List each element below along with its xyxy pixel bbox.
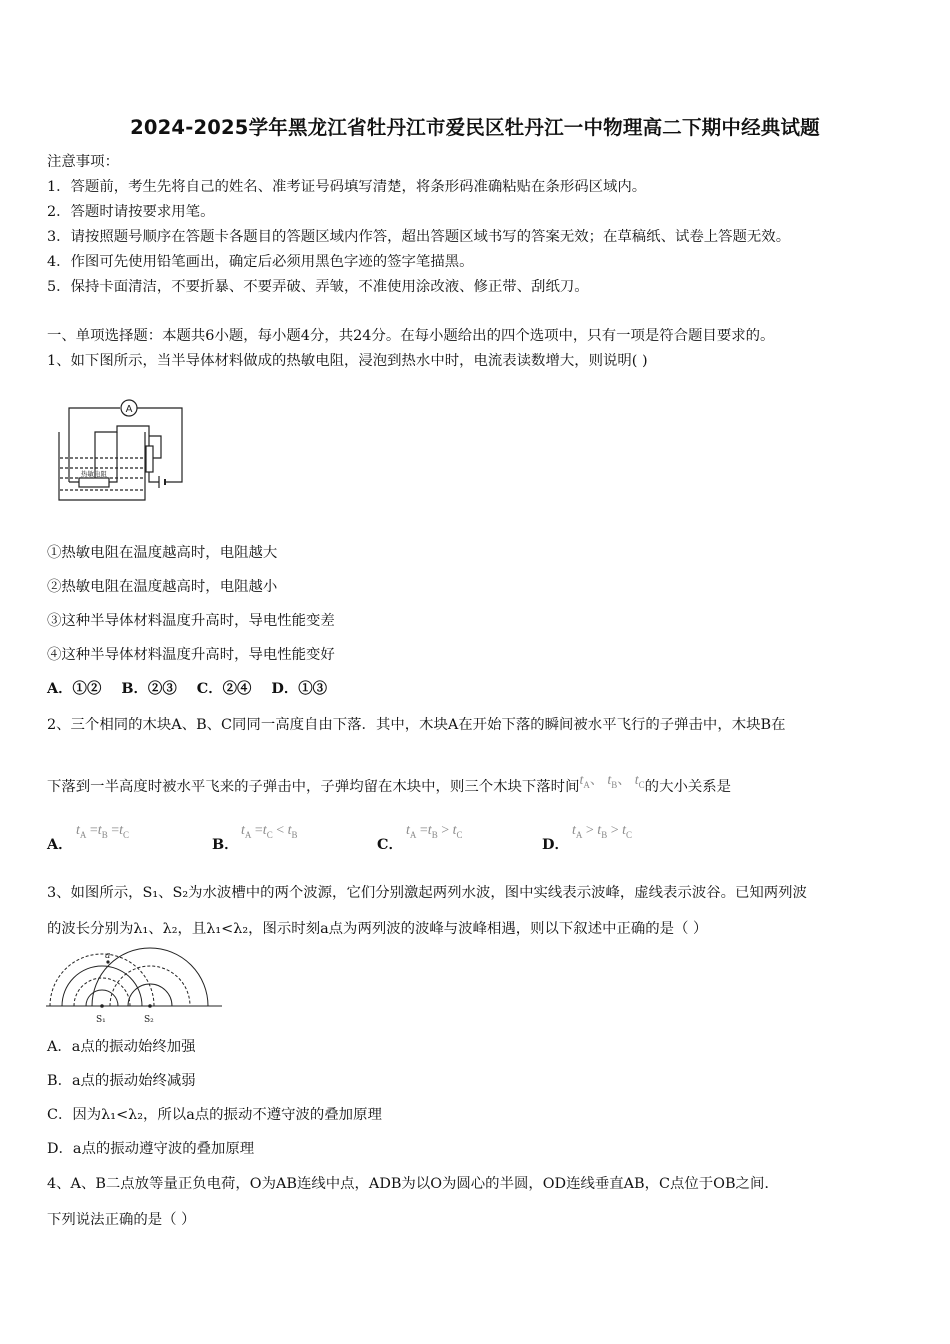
notice-item: 3．请按照题号顺序在答题卡各题目的答题区域内作答，超出答题区域书写的答案无效；在草稿纸、试卷上答题无效。 [47,229,791,245]
q1-statement: ②热敏电阻在温度越高时，电阻越小 [47,579,278,595]
q2-option-expr: $t_A =t_B > t_C$ [406,823,463,840]
q2-option-expr: $t_A =t_C < t_B$ [241,823,298,840]
q3-stem-line1: 3、如图所示，S₁、S₂为水波槽中的两个波源，它们分别激起两列水波，图中实线表示波峰，虚线表示波谷。已知两列波 [47,885,807,901]
q2-option-label: C． [377,836,403,853]
q2-option-label: D． [542,836,569,853]
s2-label: S₂ [144,1015,154,1025]
q1-statement: ③这种半导体材料温度升高时，导电性能变差 [47,613,335,629]
q1-statement: ①热敏电阻在温度越高时，电阻越大 [47,545,278,561]
s2-source [148,1004,152,1008]
q3-option: D．a点的振动遵守波的叠加原理 [47,1141,255,1157]
q2-stem-line1: 2、三个相同的木块A、B、C同同一高度自由下落．其中，木块A在开始下落的瞬间被水平飞行的子弹击中，木块B在 [47,717,786,733]
q2-stem-end: 的大小关系是 [644,779,732,795]
q2-stem-text: 下落到一半高度时被水平飞来的子弹击中，子弹均留在木块中，则三个木块下落时间 [47,779,580,795]
q1-stem: 1、如下图所示，当半导体材料做成的热敏电阻，浸泡到热水中时，电流表读数增大，则说明( ) [47,353,648,369]
notice-item: 4．作图可先使用铅笔画出，确定后必须用黑色字迹的签字笔描黑。 [47,254,474,270]
notice-item: 2．答题时请按要求用笔。 [47,204,215,220]
wave-interference-figure [44,946,224,1028]
thermistor-label: 热敏电阻 [81,470,107,478]
notice-item: 1．答题前，考生先将自己的姓名、准考证号码填写清楚，将条形码准确粘贴在条形码区域内。 [47,179,647,195]
q3-option: A．a点的振动始终加强 [47,1039,196,1055]
thermistor-circuit-figure [55,396,187,506]
q2-stem-line2 [47,773,732,802]
q2-option-expr: $t_A =t_B =t_C$ [76,823,130,840]
q3-option: C．因为λ₁<λ₂，所以a点的振动不遵守波的叠加原理 [47,1107,382,1123]
q1-statement: ④这种半导体材料温度升高时，导电性能变好 [47,647,335,663]
q4-stem-line1: 4、A、B二点放等量正负电荷，O为AB连线中点，ADB为以O为圆心的半圆，OD连线垂直AB，C点位于OB之间. [47,1176,769,1192]
notice-item: 5．保持卡面清洁，不要折暴、不要弄破、弄皱，不准使用涂改液、修正带、刮纸刀。 [47,279,589,295]
q3-option: B．a点的振动始终减弱 [47,1073,196,1089]
q1-options: A．①② B．②③ C．②④ D．①③ [47,680,328,697]
time-symbols: $t_A$、 $t_B$、 $t_C$ [579,773,645,790]
q2-option-label: A． [47,836,73,853]
q4-stem-line2: 下列说法正确的是（ ） [47,1212,196,1228]
q2-option-label: B． [212,836,239,853]
page-title: 2024-2025学年黑龙江省牡丹江市爱民区牡丹江一中物理高二下期中经典试题 [130,116,820,139]
s1-label: S₁ [96,1015,106,1025]
q2-option-expr: $t_A > t_B > t_C$ [572,823,633,840]
section-heading: 一、单项选择题：本题共6小题，每小题4分，共24分。在每小题给出的四个选项中，只有一项是符合题目要求的。 [47,328,775,344]
notice-heading: 注意事项： [47,154,119,170]
q3-stem-line2: 的波长分别为λ₁、λ₂，且λ₁<λ₂，图示时刻a点为两列波的波峰与波峰相遇，则以下叙述中正确的是（ ） [47,921,708,937]
point-a-label: a [105,951,111,961]
ammeter-label: A [125,404,133,415]
s1-source [100,1004,104,1008]
